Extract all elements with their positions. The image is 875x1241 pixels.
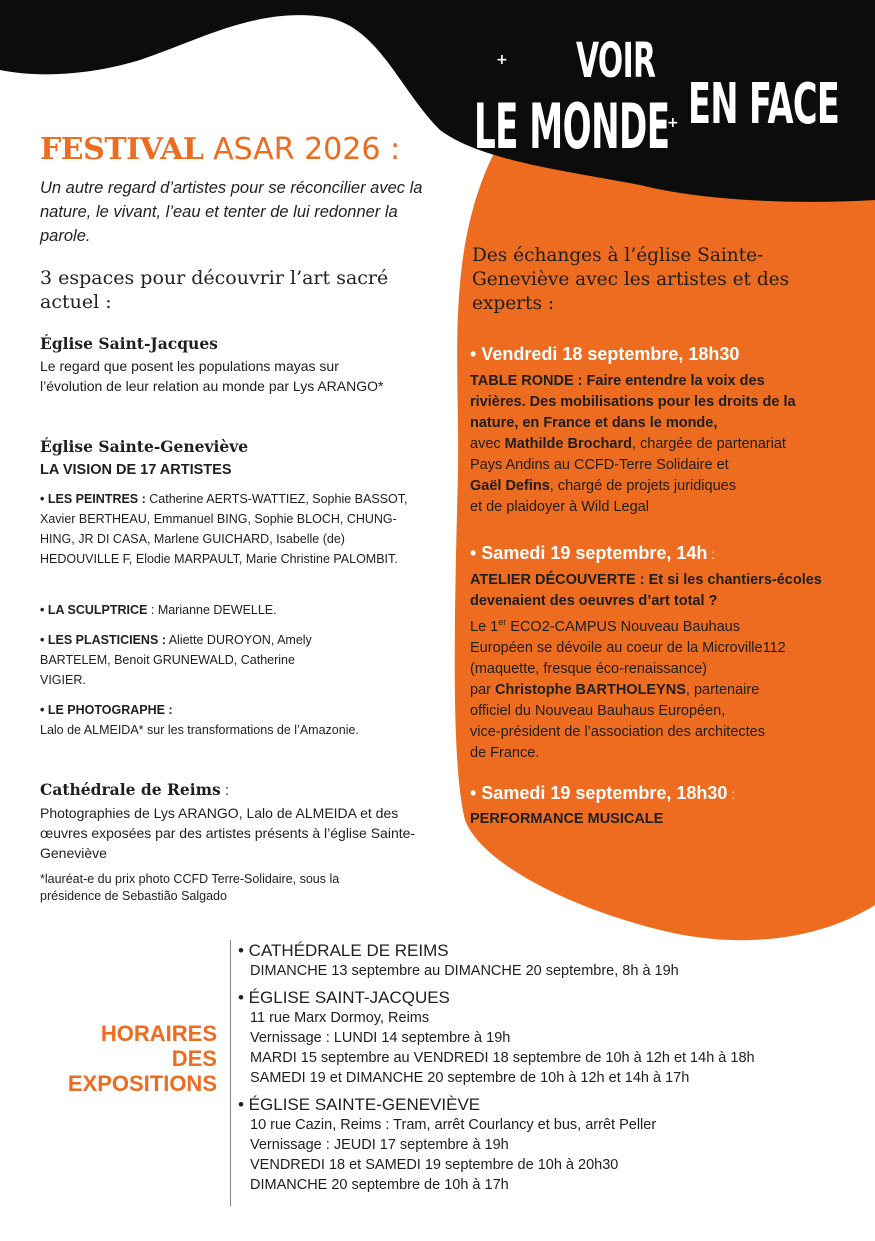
saint-jacques-text: Le regard que posent les populations mayas sur l’évolution de leur relation au monde par Lys ARANGO* [40,358,384,394]
event1-date: • Vendredi 18 septembre, 18h30 [470,344,740,364]
logo-plus-icon: + [667,115,679,131]
event2-line: Européen se dévoile au coeur de la Microville112 [470,639,786,656]
schedule-line: DIMANCHE 20 septembre de 10h à 17h [250,1177,509,1193]
schedule-line: 11 rue Marx Dormoy, Reims [250,1010,430,1026]
event2-line: de France. [470,744,540,761]
event1-line: Pays Andins au CCFD-Terre Solidaire et [470,457,729,473]
festival-title-rest: ASAR 2026 : [213,132,401,167]
sainte-genevieve-schedule-heading: • ÉGLISE SAINTE-GENEVIÈVE [238,1095,481,1114]
logo-en-face: EN FACE [688,72,840,137]
photographe-text: Lalo de ALMEIDA* sur les transformations de l’Amazonie. [40,723,359,737]
event1-line: rivières. Des mobilisations pour les droits de la [470,394,796,410]
event2-line: ATELIER DÉCOUVERTE : Et si les chantiers-écoles [470,572,822,588]
event1-line: nature, en France et dans le monde, [470,415,718,431]
cathedrale-heading-line [40,780,229,800]
speaker-name: Gaël Defins [470,478,550,494]
laureat-note: *lauréat-e du prix photo CCFD Terre-Solidaire, sous la présidence de Sebastião Salgado [40,872,340,903]
echanges-heading: Des échanges à l’église Sainte-Geneviève avec les artistes et des experts : [472,245,790,314]
plasticiens-list: Aliette DUROYON, Amely BARTELEM, Benoit GRUNEWALD, Catherine VIGIER. [40,633,312,687]
event3-date: • Samedi 19 septembre, 18h30 : [470,783,736,803]
event1-line: et de plaidoyer à Wild Legal [470,499,649,515]
schedule-line: VENDREDI 18 et SAMEDI 19 septembre de 10h à 20h30 [250,1157,619,1173]
schedule-line: DIMANCHE 13 septembre au DIMANCHE 20 septembre, 8h à 19h [250,963,679,979]
event2-line: (maquette, fresque éco-renaissance) [470,660,707,677]
saint-jacques-schedule-heading: • ÉGLISE SAINT-JACQUES [238,988,450,1007]
schedule-line: Vernissage : LUNDI 14 septembre à 19h [250,1030,511,1046]
saint-jacques-heading: Église Saint-Jacques [40,334,218,353]
cathedrale-text: Photographies de Lys ARANGO, Lalo de ALMEIDA et des œuvres exposées par des artistes présents à l’église Sainte-Geneviève [40,805,416,861]
plasticiens-label: • LES PLASTICIENS : [40,633,166,647]
schedule-line: Vernissage : JEUDI 17 septembre à 19h [250,1137,509,1153]
photographe-label: • LE PHOTOGRAPHE : [40,703,173,717]
logo-voir: VOIR [576,33,656,89]
festival-intro: Un autre regard d’artistes pour se réconcilier avec la nature, le vivant, l’eau et tenter de lui redonner la parole. [40,179,423,245]
event2-line: officiel du Nouveau Bauhaus Européen, [470,702,726,719]
event1-line: TABLE RONDE : Faire entendre la voix des [470,373,765,389]
sculptrice-name: : Marianne DEWELLE. [150,603,277,617]
vision-subheading: LA VISION DE 17 ARTISTES [40,462,232,478]
logo-le-monde: LE MONDE [474,90,670,163]
peintres-list: Catherine AERTS-WATTIEZ, Sophie BASSOT, Xavier BERTHEAU, Emmanuel BING, Sophie BLOCH, CHUNG-HING, JR DI CASA, Marlene GUICHARD, Isabelle (de) HEDOUVILLE F, Elodie MARPAULT, Marie Christine PALOMBIT. [40,492,408,566]
event3-title: PERFORMANCE MUSICALE [470,811,664,827]
logo-plus-icon: + [496,52,508,68]
cathedrale-heading: Cathédrale de Reims [40,780,221,799]
event1-line: avec Mathilde Brochard, chargée de partenariat [470,436,786,452]
schedule-line: 10 rue Cazin, Reims : Tram, arrêt Courlancy et bus, arrêt Peller [250,1117,657,1133]
sculptrice-label: • LA SCULPTRICE [40,603,148,617]
espaces-heading: 3 espaces pour découvrir l’art sacré actuel : [40,267,389,313]
cathedrale-colon: : [220,782,230,799]
event2-date: • Samedi 19 septembre, 14h : [470,543,716,563]
speaker-name: Christophe BARTHOLEYNS [495,681,686,698]
speaker-name: Mathilde Brochard [504,436,632,452]
event2-line: vice-président de l’association des architectes [470,723,765,740]
plasticiens-block [40,630,340,690]
sculptrice-block [40,600,430,620]
photographe-block [40,700,440,740]
event1-details [470,371,796,518]
horaires-title: HORAIRES DES EXPOSITIONS [67,1021,217,1096]
sainte-genevieve-heading: Église Sainte-Geneviève [40,437,249,456]
festival-title [40,132,400,167]
event2-line: par Christophe BARTHOLEYNS, partenaire [470,681,760,698]
schedule-line: MARDI 15 septembre au VENDREDI 18 septembre de 10h à 12h et 14h à 18h [250,1050,755,1066]
horaires-list [238,941,755,1195]
cathedrale-schedule-heading: • CATHÉDRALE DE REIMS [238,941,449,960]
event2-line: devenaient des oeuvres d’art total ? [470,593,718,609]
festival-title-bold: FESTIVAL [40,132,204,167]
divider-line [230,940,231,1206]
peintres-label: • LES PEINTRES : [40,492,146,506]
event2-details [470,570,822,764]
event1-line: Gaël Defins, chargé de projets juridiques [470,478,736,494]
event2-line: Le 1er ECO2-CAMPUS Nouveau Bauhaus [470,617,740,635]
peintres-block [40,489,410,569]
schedule-line: SAMEDI 19 et DIMANCHE 20 septembre de 10h à 12h et 14h à 17h [250,1070,690,1086]
